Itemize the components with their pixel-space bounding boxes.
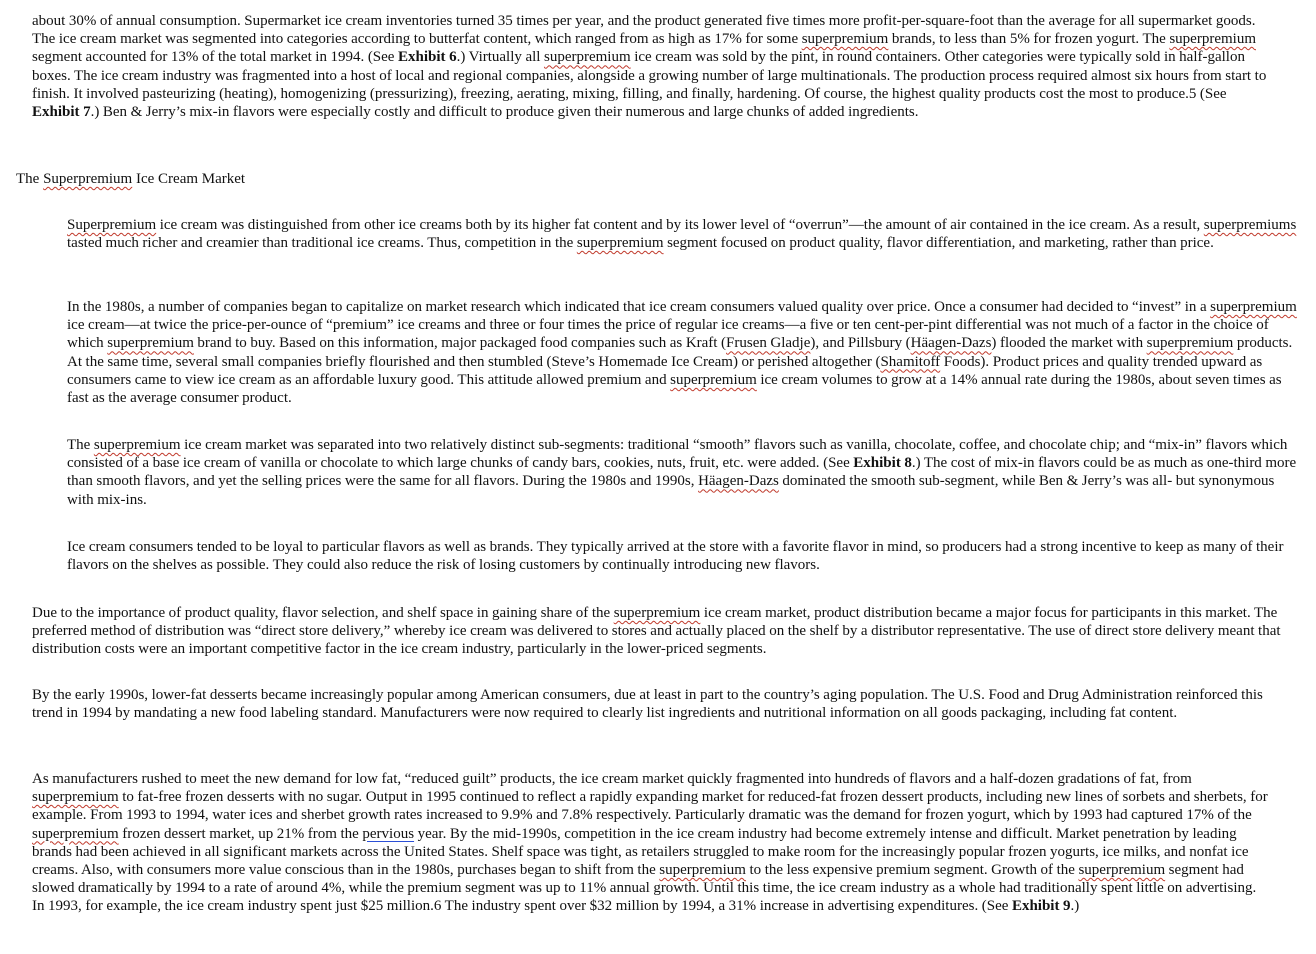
spelling-flagged-word: superpremium [801, 31, 889, 48]
exhibit-reference: Exhibit 6 [398, 49, 457, 66]
spelling-flagged-word: superpremium [670, 371, 757, 388]
spelling-flagged-word: superpremium [1078, 862, 1166, 879]
grammar-flagged-word: pervious [362, 825, 415, 842]
spelling-flagged-word: superpremium [543, 49, 631, 66]
spelling-flagged-word: Häagen-Dazs [698, 473, 779, 490]
exhibit-reference: Exhibit 7 [32, 104, 91, 121]
paragraph-industry-overview: about 30% of annual consumption. Supermarket ice cream inventories turned 35 times per year, and the product generated five times more profit-per-square-foot than the average for all supermarket goods. The ice cream market was segmented into categories according to butterfat content, which ranged from as high as 17% for some superpremium brands, to less than 5% for frozen yogurt. The superpremium segment accounted for 13% of the total market in 1994. (See Exhibit 6.) Virtually all superpremium ice cream was sold by the pint, in round containers. Other categories were typically sold in half-gallon boxes. The ice cream industry was fragmented into a host of local and regional companies, alongside a growing number of large multinationals. The production process required almost six hours from start to finish. It involved pasteurizing (heating), homogenizing (pressurizing), freezing, aerating, mixing, filling, and finally, hardening. Of course, the highest quality products cost the most to produce.5 (See Exhibit 7.) Ben & Jerry’s mix-in flavors were especially costly and difficult to produce given their numerous and large chunks of added ingredients. [32, 13, 1267, 121]
paragraph-market-fragmentation: As manufacturers rushed to meet the new demand for low fat, “reduced guilt” products, the ice cream market quickly fragmented into hundreds of flavors and a half-dozen gradations of fat, from superpremium to fat-free frozen desserts with no sugar. Output in 1995 continued to reflect a rapidly expanding market for reduced-fat frozen dessert products, including new lines of sorbets and sherbets, for example. From 1993 to 1994, water ices and sherbet growth rates increased to 9.9% and 7.8% respectively. Particularly dramatic was the demand for frozen yogurt, which by 1993 had captured 17% of the superpremium frozen dessert market, up 21% from the pervious year. By the mid-1990s, competition in the ice cream industry had become extremely intense and difficult. Market penetration by leading brands had been achieved in all significant markets across the United States. Shelf space was tight, as retailers struggled to make room for the increasingly popular frozen yogurts, ice milks, and nonfat ice creams. Also, with consumers more value conscious than in the 1980s, purchases began to shift from the superpremium to the less expensive premium segment. Growth of the superpremium segment had slowed dramatically by 1994 to a rate of around 4%, while the premium segment was up to 11% annual growth. Until this time, the ice cream industry as a whole had traditionally spent little on advertising. In 1993, for example, the ice cream industry spent just $25 million.6 The industry spent over $32 million by 1994, a 31% increase in advertising expenditures. (See Exhibit 9.) [32, 771, 1268, 915]
section-heading: The Superpremium Ice Cream Market [16, 171, 246, 187]
spelling-flagged-word: superpremium [93, 437, 181, 453]
spelling-flagged-word: superpremium [1169, 31, 1256, 48]
paragraph-lower-fat-trend: By the early 1990s, lower-fat desserts became increasingly popular among American consumers, due at least in part to the country’s aging population. The U.S. Food and Drug Administration reinforced this trend in 1994 by mandating a new food labeling standard. Manufacturers were now required to clearly list ingredients and nutritional information on all goods packaging, including fat content. [32, 687, 1263, 722]
spelling-flagged-word: superpremium [32, 789, 119, 806]
spelling-flagged-word: Superpremium [67, 217, 157, 233]
spelling-flagged-word: Superpremium [43, 171, 133, 187]
spelling-flagged-word: superpremium [576, 235, 664, 252]
spelling-flagged-word: Shamitoff [880, 353, 941, 370]
exhibit-reference: Exhibit 8 [853, 455, 912, 472]
spelling-flagged-word: superpremium [32, 825, 119, 842]
exhibit-reference: Exhibit 9 [1011, 898, 1071, 915]
spelling-flagged-word: superpremium [659, 862, 746, 879]
spelling-flagged-word: Häagen-Dazs [910, 335, 992, 352]
spelling-flagged-word: superpremium [1210, 299, 1297, 315]
paragraph-consumer-loyalty: Ice cream consumers tended to be loyal to particular flavors as well as brands. They typically arrived at the store with a favorite flavor in mind, so producers had a strong incentive to keep as many of their flavors on the shelves as possible. They could also reduce the risk of losing customers by continually introducing new flavors. [67, 539, 1284, 574]
paragraph-superpremium-definition: Superpremium ice cream was distinguished from other ice creams both by its higher fat content and by its lower level of “overrun”—the amount of air contained in the ice cream. As a result, superpremiums tasted much richer and creamier than traditional ice creams. Thus, competition in the superpremium segment focused on product quality, flavor differentiation, and marketing, rather than price. [67, 217, 1297, 252]
spelling-flagged-word: superpremium [107, 335, 194, 352]
spelling-flagged-word: Frusen Gladje [726, 335, 811, 352]
paragraph-1980s-market: In the 1980s, a number of companies began to capitalize on market research which indicated that ice cream consumers valued quality over price. Once a consumer had decided to “invest” in a superpremium ice cream—at twice the price-per-ounce of “premium” ice creams and three or four times the price of regular ice creams—a five or ten cent-per-pint differential was not much of a factor in the choice of which superpremium brand to buy. Based on this information, major packaged food companies such as Kraft (Frusen Gladje), and Pillsbury (Häagen-Dazs) flooded the market with superpremium products. At the same time, several small companies briefly flourished and then stumbled (Steve’s Homemade Ice Cream) or perished altogether (Shamitoff Foods). Product prices and quality trended upward as consumers came to view ice cream as an affordable luxury good. This attitude allowed premium and superpremium ice cream volumes to grow at a 14% annual rate during the 1980s, about seven times as fast as the average consumer product. [67, 299, 1297, 407]
spelling-flagged-word: superpremium [1146, 335, 1234, 352]
spelling-flagged-word: superpremium [613, 605, 701, 621]
spelling-flagged-word: superpremiums [1203, 217, 1297, 233]
paragraph-distribution: Due to the importance of product quality, flavor selection, and shelf space in gaining share of the superpremium ice cream market, product distribution became a major focus for participants in this market. The preferred method of distribution was “direct store delivery,” whereby ice cream was delivered to stores and actually placed on the shelf by a distributor representative. The use of direct store delivery meant that distribution costs were an important competitive factor in the ice cream industry, particularly in the lower-priced segments. [32, 605, 1281, 658]
paragraph-sub-segments: The superpremium ice cream market was separated into two relatively distinct sub-segments: traditional “smooth” flavors such as vanilla, chocolate, coffee, and chocolate chip; and “mix-in” flavors which consisted of a base ice cream of vanilla or chocolate to which large chunks of candy bars, cookies, nuts, fruit, etc. were added. (See Exhibit 8.) The cost of mix-in flavors could be as much as one-third more than smooth flavors, and yet the selling prices were the same for all flavors. During the 1980s and 1990s, Häagen-Dazs dominated the smooth sub-segment, while Ben & Jerry’s was all- but synonymous with mix-ins. [67, 437, 1297, 508]
